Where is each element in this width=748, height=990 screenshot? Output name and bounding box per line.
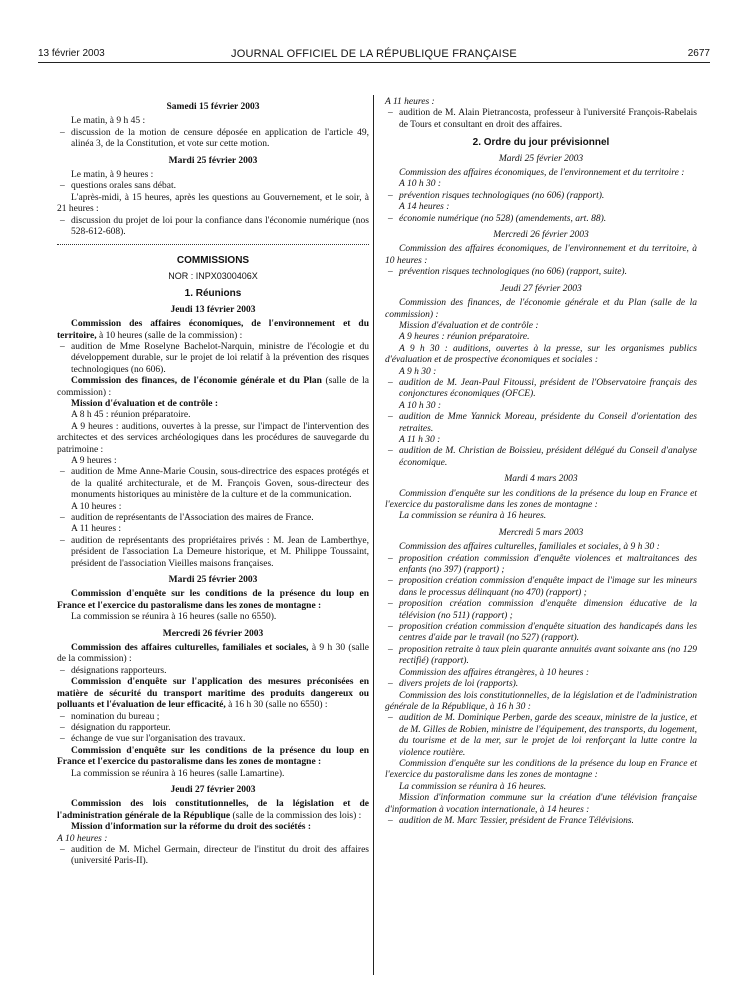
paragraph: La commission se réunira à 16 heures. <box>399 511 547 522</box>
day-heading: Mardi 25 février 2003 <box>168 155 258 166</box>
commission-name: Commission des affaires culturelles, familiales et sociales, <box>71 643 309 654</box>
dash-item: – échange de vue sur l'organisation des travaux. <box>57 734 369 745</box>
commission-name: Commission des affaires économiques, de l'environnement et du territoire, à 10 heures : <box>385 244 697 266</box>
dash-item: – désignation du rapporteur. <box>57 723 369 734</box>
commission-name: Commission des affaires économiques, de l'environnement et du territoire, <box>57 319 369 341</box>
time-label: A 11 heures : <box>71 524 122 535</box>
commission-name: Mission d'information commune sur la création d'une télévision française d'information à vocation internationale, à 14 heures : <box>385 793 697 815</box>
dash-item: – prévention risques technologiques (no 606) (rapport). <box>385 191 697 202</box>
time-label: A 14 heures : <box>399 202 450 213</box>
time-label: A 11 heures : <box>385 97 435 107</box>
commission-detail: à 10 heures (salle de la commission) : <box>96 330 243 341</box>
day-heading: Mercredi 5 mars 2003 <box>498 527 584 538</box>
header-title: JOURNAL OFFICIEL DE LA RÉPUBLIQUE FRANÇAISE <box>231 48 517 60</box>
time-label: A 10 h 30 : <box>399 179 442 190</box>
commission-name: Commission d'enquête sur l'application des mesures préconisées en matière de sécurité du transport maritime des produits dangereux ou polluants et l'évaluation de leur efficacité, <box>57 677 369 711</box>
paragraph: A 8 h 45 : réunion préparatoire. <box>71 410 191 421</box>
dotted-separator <box>57 244 369 245</box>
dash-item: – audition de M. Dominique Perben, garde des sceaux, ministre de la justice, et de M. Gilles de Robien, ministre de l'équipement, des transports, du logement, du tourisme et de la mer, sur le projet de loi renforçant la lutte contre la violence routière. <box>385 713 697 759</box>
day-heading: Jeudi 27 février 2003 <box>170 784 256 795</box>
dash-item: – proposition création commission d'enquête violences et maltraitances des enfants (no 397) (rapport) ; <box>385 554 697 577</box>
commission-name: Commission d'enquête sur les conditions de la présence du loup en France et l'exercice du pastoralisme dans les zones de montagne : <box>57 589 369 611</box>
dash-item: – proposition retraite à taux plein quarante annuités avant soixante ans (no 129 rectifié) (rapport). <box>385 645 697 668</box>
column-divider <box>373 95 374 975</box>
right-column <box>385 97 697 827</box>
dash-item: – discussion de la motion de censure déposée en application de l'article 49, alinéa 3, de la Constitution, et vote sur cette motion. <box>57 128 369 151</box>
subsection-title: 1. Réunions <box>184 288 242 300</box>
time-label: A 9 heures : <box>71 455 117 466</box>
commission-detail: à 16 h 30 (salle no 6550) : <box>225 700 328 711</box>
dash-item: – désignations rapporteurs. <box>57 666 369 677</box>
commission-detail: (salle de la commission) : <box>57 376 369 398</box>
dash-item: – nomination du bureau ; <box>57 712 369 723</box>
section-title: COMMISSIONS <box>176 255 250 267</box>
mission-title: Mission d'évaluation et de contrôle : <box>71 398 218 409</box>
mission-title: Mission d'évaluation et de contrôle : <box>399 320 539 331</box>
paragraph: L'après-midi, à 15 heures, après les questions au Gouvernement, et le soir, à 21 heures : <box>57 192 369 215</box>
commission-name: Commission des affaires économiques, de l'environnement et du territoire : <box>399 168 685 179</box>
commission-detail: (salle de la commission des lois) : <box>230 810 362 821</box>
dash-item: – proposition création commission d'enquête impact de l'image sur les mineurs dans le processus délinquant (no 470) (rapport) ; <box>385 576 697 599</box>
nor-reference: NOR : INPX0300406X <box>168 270 258 281</box>
dash-item: – proposition création commission d'enquête situation des handicapés dans les centres d'aide par le travail (no 527) (rapport). <box>385 622 697 645</box>
dash-item: – audition de Mme Roselyne Bachelot-Narquin, ministre de l'écologie et du développement durable, sur le projet de loi relatif à la prévention des risques technologiques (no 606). <box>57 342 369 376</box>
subsection-title: 2. Ordre du jour prévisionnel <box>472 137 610 149</box>
dash-item: – audition de représentants de l'Association des maires de France. <box>57 513 369 524</box>
commission-name: Commission des lois constitutionnelles, de la législation et de l'administration générale de la République, à 16 h 30 : <box>385 690 697 712</box>
dash-item: – audition de M. Alain Pietrancosta, professeur à l'université François-Rabelais de Tours et consultant en droit des affaires. <box>385 108 697 131</box>
paragraph <box>57 376 369 399</box>
left-column <box>57 97 369 868</box>
header-rule <box>38 62 710 63</box>
dash-item: – prévention risques technologiques (no 606) (rapport, suite). <box>385 267 697 278</box>
commission-name: Commission des lois constitutionnelles, de la législation et de l'administration générale de la République <box>57 799 369 821</box>
dash-item: – audition de M. Jean-Paul Fitoussi, président de l'Observatoire français des conjonctures économiques (OFCE). <box>385 378 697 401</box>
day-heading: Mardi 25 février 2003 <box>168 575 258 586</box>
commission-name: Commission des affaires étrangères, à 10 heures : <box>399 667 589 678</box>
commission-name: Commission des finances, de l'économie générale et du Plan <box>71 376 322 387</box>
time-label: A 10 h 30 : <box>399 400 442 411</box>
dash-item: – économie numérique (no 528) (amendements, art. 88). <box>385 214 697 225</box>
dash-item: – proposition création commission d'enquête dimension éducative de la télévision (no 511) (rapport) ; <box>385 599 697 622</box>
dash-item: – audition de Mme Yannick Moreau, présidente du Conseil d'orientation des retraites. <box>385 412 697 435</box>
day-heading: Jeudi 27 février 2003 <box>500 283 582 294</box>
dash-item: – audition de M. Marc Tessier, président de France Télévisions. <box>385 816 697 827</box>
time-label: A 10 heures : <box>71 501 122 512</box>
dash-item: – audition de M. Michel Germain, directeur de l'institut du droit des affaires (université Paris-II). <box>57 845 369 868</box>
day-heading: Mercredi 26 février 2003 <box>493 230 589 241</box>
paragraph <box>57 677 369 711</box>
day-heading: Mardi 25 février 2003 <box>498 153 584 164</box>
header-date: 13 février 2003 <box>38 48 105 59</box>
dash-item: – audition de représentants des propriétaires privés : M. Jean de Lamberthye, président de l'association La Demeure historique, et M. Philippe Toussaint, président de l'association Vieilles maisons françaises. <box>57 536 369 570</box>
commission-name: Commission des finances, de l'économie générale et du Plan (salle de la commission) : <box>385 298 697 320</box>
commission-detail: à 9 h 30 (salle de la commission) : <box>57 643 369 665</box>
paragraph: A 9 heures : réunion préparatoire. <box>399 332 530 343</box>
paragraph: La commission se réunira à 16 heures (salle no 6550). <box>71 612 277 623</box>
day-heading: Jeudi 13 février 2003 <box>170 304 256 315</box>
dash-item: – audition de M. Christian de Boissieu, président délégué du Conseil d'analyse économique. <box>385 446 697 469</box>
paragraph: La commission se réunira à 16 heures (salle Lamartine). <box>71 768 285 779</box>
paragraph: La commission se réunira à 16 heures. <box>399 781 547 792</box>
commission-name: Commission des affaires culturelles, familiales et sociales, à 9 h 30 : <box>399 542 660 553</box>
commission-name: Commission d'enquête sur les conditions de la présence du loup en France et l'exercice du pastoralisme dans les zones de montagne : <box>57 745 369 768</box>
paragraph <box>57 643 369 666</box>
commission-name: Commission d'enquête sur les conditions de la présence du loup en France et l'exercice du pastoralisme dans les zones de montagne : <box>385 488 697 510</box>
paragraph: A 9 h 30 : auditions, ouvertes à la presse, sur les organismes publics d'évaluation et de prospective économiques et sociales : <box>385 343 697 366</box>
time-label: A 9 h 30 : <box>399 366 437 377</box>
time-label: A 10 heures : <box>57 833 108 844</box>
paragraph: Le matin, à 9 heures : <box>71 170 154 181</box>
dash-item: – audition de Mme Anne-Marie Cousin, sous-directrice des espaces protégés et de la qualité architecturale, et de M. François Goven, sous-directeur des monuments historiques au ministère de la culture et de la communication. <box>57 467 369 501</box>
paragraph: Le matin, à 9 h 45 : <box>71 116 146 127</box>
commission-name: Commission d'enquête sur les conditions de la présence du loup en France et l'exercice du pastoralisme dans les zones de montagne : <box>385 758 697 781</box>
dash-item: – discussion du projet de loi pour la confiance dans l'économie numérique (nos 528-612-608). <box>57 216 369 239</box>
day-heading: Mercredi 26 février 2003 <box>162 628 264 639</box>
paragraph: A 9 heures : auditions, ouvertes à la presse, sur l'impact de l'intervention des architectes et des services archéologiques dans les procédures de sauvegarde du patrimoine : <box>57 421 369 455</box>
time-label: A 11 h 30 : <box>399 434 441 445</box>
day-heading: Mardi 4 mars 2003 <box>504 474 578 485</box>
day-heading: Samedi 15 février 2003 <box>166 102 260 112</box>
paragraph <box>57 799 369 822</box>
header-page-number: 2677 <box>687 48 710 59</box>
paragraph <box>57 319 369 342</box>
dash-item: – divers projets de loi (rapports). <box>385 679 697 690</box>
mission-title: Mission d'information sur la réforme du droit des sociétés : <box>71 822 312 833</box>
dash-item: – questions orales sans débat. <box>57 181 369 192</box>
